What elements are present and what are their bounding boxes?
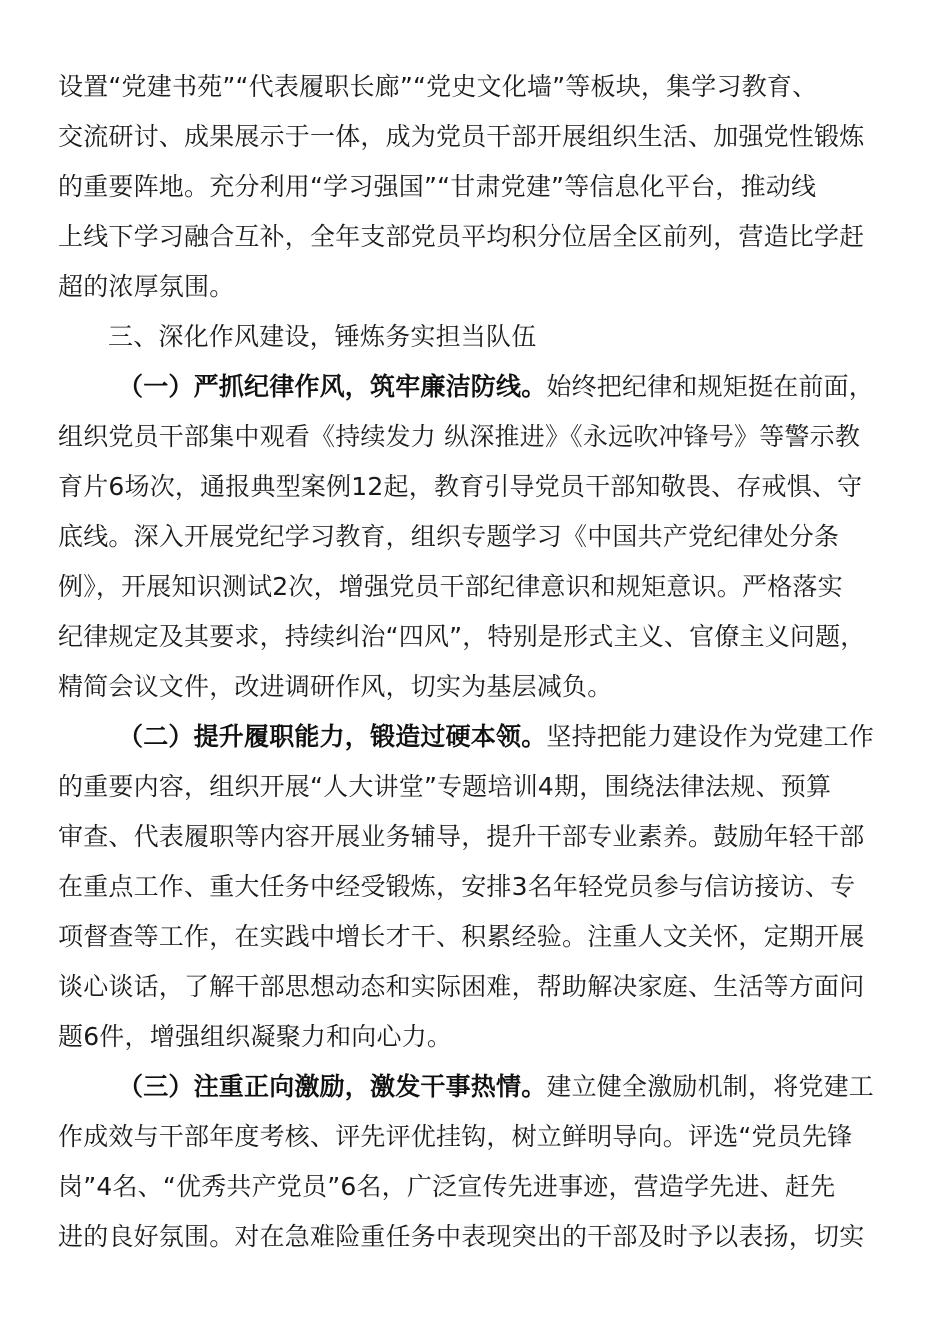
paragraph-line: 底线。深入开展党纪学习教育，组织专题学习《中国共产党纪律处分条 — [58, 522, 840, 551]
paragraph-line: 例》，开展知识测试2次，增强党员干部纪律意识和规矩意识。严格落实 — [58, 572, 843, 601]
subsection-first-line — [118, 372, 874, 402]
paragraph-line: 精简会议文件，改进调研作风，切实为基层减负。 — [58, 672, 613, 701]
subsection-first-line — [118, 722, 874, 752]
paragraph-line: 育片6场次，通报典型案例12起，教育引导党员干部知敬畏、存戒惧、守 — [58, 472, 863, 501]
paragraph-line: 组织党员干部集中观看《持续发力 纵深推进》《永远吹冲锋号》等警示教 — [58, 422, 861, 451]
paragraph-line: 作成效与干部年度考核、评先评优挂钩，树立鲜明导向。评选“党员先锋 — [58, 1122, 853, 1151]
paragraph-line: 上线下学习融合互补，全年支部党员平均积分位居全区前列，营造比学赶 — [58, 222, 865, 251]
paragraph-line: 超的浓厚氛围。 — [58, 272, 235, 301]
subsection-title: （一）严抓纪律作风，筑牢廉洁防线。 — [118, 372, 547, 401]
paragraph-line: 审查、代表履职等内容开展业务辅导，提升干部专业素养。鼓励年轻干部 — [58, 822, 865, 851]
paragraph-line: 的重要内容，组织开展“人大讲堂”专题培训4期，围绕法律法规、预算 — [58, 772, 832, 801]
paragraph-line: 设置“党建书苑”“代表履职长廊”“党史文化墙”等板块，集学习教育、 — [58, 72, 818, 101]
paragraph-line: 交流研讨、成果展示于一体，成为党员干部开展组织生活、加强党性锻炼 — [58, 122, 865, 151]
paragraph-line: 的重要阵地。充分利用“学习强国”“甘肃党建”等信息化平台，推动线 — [58, 172, 817, 201]
subsection-title: （三）注重正向激励，激发干事热情。 — [118, 1072, 547, 1101]
paragraph-line: 在重点工作、重大任务中经受锻炼，安排3名年轻党员参与信访接访、专 — [58, 872, 856, 901]
paragraph-line: 纪律规定及其要求，持续纠治“四风”，特别是形式主义、官僚主义问题， — [58, 622, 866, 651]
subsection-title: （二）提升履职能力，锻造过硬本领。 — [118, 722, 547, 751]
section-heading: 三、深化作风建设，锤炼务实担当队伍 — [108, 322, 537, 351]
subsection-text: 坚持把能力建设作为党建工作 — [546, 722, 875, 751]
subsection-text: 建立健全激励机制，将党建工 — [546, 1072, 875, 1101]
subsection-first-line — [118, 1072, 874, 1102]
paragraph-line: 谈心谈话，了解干部思想动态和实际困难，帮助解决家庭、生活等方面问 — [58, 972, 865, 1001]
paragraph-line: 项督查等工作，在实践中增长才干、积累经验。注重人文关怀，定期开展 — [58, 922, 865, 951]
paragraph-line: 题6件，增强组织凝聚力和向心力。 — [58, 1022, 453, 1051]
subsection-text: 始终把纪律和规矩挺在前面， — [546, 372, 875, 401]
paragraph-line: 进的良好氛围。对在急难险重任务中表现突出的干部及时予以表扬，切实 — [58, 1222, 865, 1251]
paragraph-line: 岗”4名、“优秀共产党员”6名，广泛宣传先进事迹，营造学先进、赶先 — [58, 1172, 836, 1201]
